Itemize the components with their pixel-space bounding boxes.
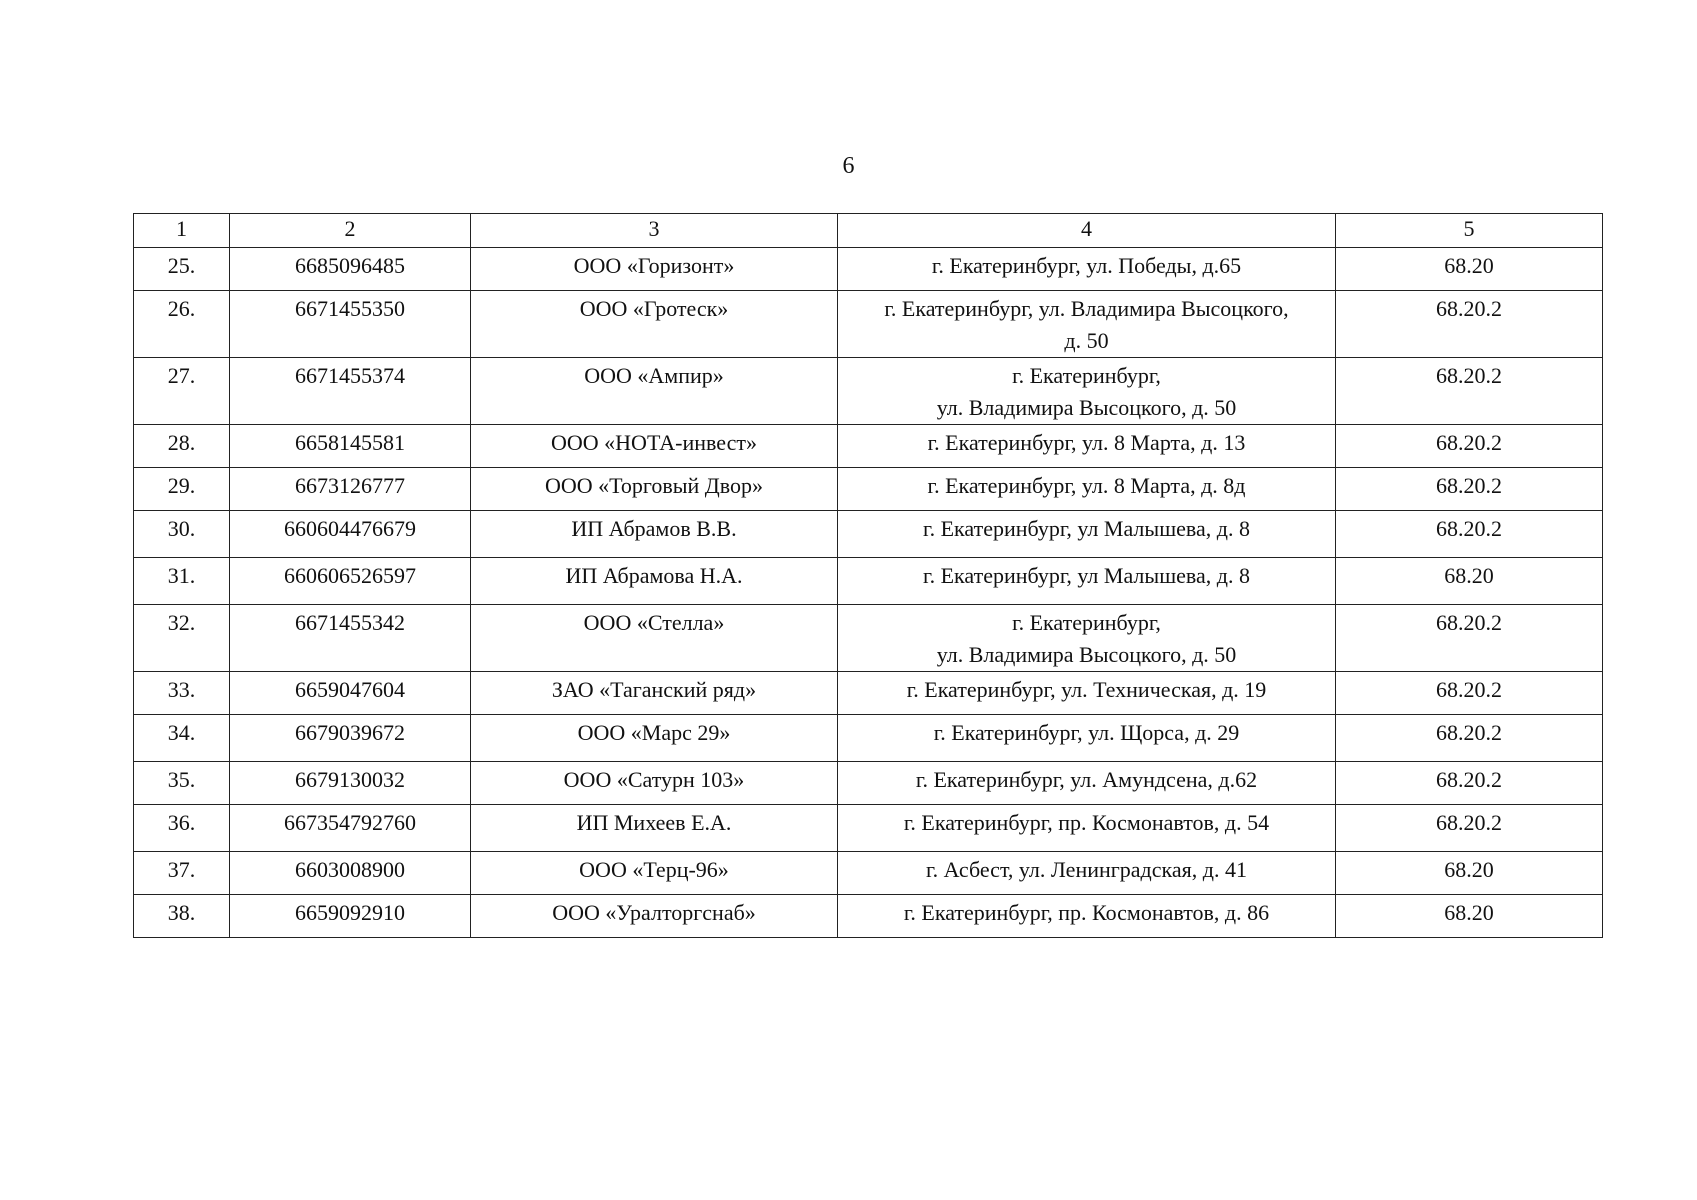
- inn-cell: 6671455374: [230, 358, 471, 425]
- organization-name-cell: ООО «НОТА-инвест»: [471, 425, 838, 468]
- inn-cell: 660604476679: [230, 511, 471, 558]
- address-line: г. Екатеринбург, ул Малышева, д. 8: [923, 563, 1250, 588]
- table-row: [134, 291, 1603, 358]
- row-number-cell: 37.: [134, 852, 230, 895]
- header-cell-3: 3: [471, 214, 838, 248]
- address-cell: [838, 468, 1336, 511]
- table-row: [134, 558, 1603, 605]
- address-cell: [838, 358, 1336, 425]
- activity-code-cell: 68.20: [1336, 558, 1603, 605]
- row-number-cell: 33.: [134, 672, 230, 715]
- row-number-cell: 36.: [134, 805, 230, 852]
- header-cell-1: 1: [134, 214, 230, 248]
- row-number-cell: 35.: [134, 762, 230, 805]
- page-number: 6: [842, 153, 855, 179]
- activity-code-cell: 68.20.2: [1336, 358, 1603, 425]
- address-line: г. Екатеринбург,: [1012, 610, 1161, 635]
- address-line: г. Асбест, ул. Ленинградская, д. 41: [926, 857, 1247, 882]
- activity-code-cell: 68.20.2: [1336, 511, 1603, 558]
- address-line: г. Екатеринбург, ул. 8 Марта, д. 8д: [927, 473, 1246, 498]
- address-line: г. Екатеринбург,: [1012, 363, 1161, 388]
- organization-name-cell: ООО «Сатурн 103»: [471, 762, 838, 805]
- activity-code-cell: 68.20.2: [1336, 291, 1603, 358]
- address-cell: [838, 425, 1336, 468]
- table-row: [134, 715, 1603, 762]
- address-cell: [838, 248, 1336, 291]
- address-cell: [838, 715, 1336, 762]
- activity-code-cell: 68.20.2: [1336, 605, 1603, 672]
- activity-code-cell: 68.20: [1336, 852, 1603, 895]
- inn-cell: 6679130032: [230, 762, 471, 805]
- row-number-cell: 26.: [134, 291, 230, 358]
- activity-code-cell: 68.20.2: [1336, 715, 1603, 762]
- inn-cell: 6671455350: [230, 291, 471, 358]
- table-row: [134, 672, 1603, 715]
- row-number-cell: 27.: [134, 358, 230, 425]
- address-line: д. 50: [1064, 328, 1109, 353]
- table-row: [134, 358, 1603, 425]
- address-line: г. Екатеринбург, ул. Владимира Высоцкого,: [884, 296, 1289, 321]
- address-cell: [838, 605, 1336, 672]
- activity-code-cell: 68.20: [1336, 248, 1603, 291]
- row-number-cell: 31.: [134, 558, 230, 605]
- table-row: [134, 248, 1603, 291]
- inn-cell: 6671455342: [230, 605, 471, 672]
- inn-cell: 6659092910: [230, 895, 471, 938]
- address-cell: [838, 511, 1336, 558]
- address-line: г. Екатеринбург, ул. 8 Марта, д. 13: [927, 430, 1246, 455]
- address-line: г. Екатеринбург, ул. Щорса, д. 29: [933, 720, 1240, 745]
- activity-code-cell: 68.20.2: [1336, 762, 1603, 805]
- table-row: [134, 762, 1603, 805]
- table-row: [134, 468, 1603, 511]
- inn-cell: 6603008900: [230, 852, 471, 895]
- table-row: [134, 425, 1603, 468]
- organization-name-cell: ООО «Торговый Двор»: [471, 468, 838, 511]
- row-number-cell: 38.: [134, 895, 230, 938]
- header-cell-2: 2: [230, 214, 471, 248]
- organization-name-cell: ООО «Стелла»: [471, 605, 838, 672]
- activity-code-cell: 68.20: [1336, 895, 1603, 938]
- address-cell: [838, 558, 1336, 605]
- row-number-cell: 34.: [134, 715, 230, 762]
- activity-code-cell: 68.20.2: [1336, 805, 1603, 852]
- organization-name-cell: ООО «Гротеск»: [471, 291, 838, 358]
- table-header: [134, 214, 1603, 248]
- address-line: ул. Владимира Высоцкого, д. 50: [936, 642, 1237, 667]
- organization-name-cell: ИП Абрамова Н.А.: [471, 558, 838, 605]
- organization-name-cell: ООО «Ампир»: [471, 358, 838, 425]
- organization-name-cell: ООО «Марс 29»: [471, 715, 838, 762]
- activity-code-cell: 68.20.2: [1336, 468, 1603, 511]
- address-line: г. Екатеринбург, ул. Амундсена, д.62: [915, 767, 1258, 792]
- inn-cell: 6685096485: [230, 248, 471, 291]
- organization-name-cell: ООО «Терц-96»: [471, 852, 838, 895]
- inn-cell: 6659047604: [230, 672, 471, 715]
- address-line: ул. Владимира Высоцкого, д. 50: [936, 395, 1237, 420]
- row-number-cell: 30.: [134, 511, 230, 558]
- inn-cell: 6658145581: [230, 425, 471, 468]
- organization-name-cell: ИП Михеев Е.А.: [471, 805, 838, 852]
- organization-name-cell: ООО «Горизонт»: [471, 248, 838, 291]
- header-cell-4: 4: [838, 214, 1336, 248]
- table-row: [134, 511, 1603, 558]
- registry-table: [133, 213, 1603, 938]
- row-number-cell: 32.: [134, 605, 230, 672]
- address-line: г. Екатеринбург, ул Малышева, д. 8: [923, 516, 1250, 541]
- address-cell: [838, 895, 1336, 938]
- address-cell: [838, 852, 1336, 895]
- row-number-cell: 29.: [134, 468, 230, 511]
- table-row: [134, 805, 1603, 852]
- table-row: [134, 605, 1603, 672]
- row-number-cell: 25.: [134, 248, 230, 291]
- table-row: [134, 895, 1603, 938]
- address-line: г. Екатеринбург, ул. Победы, д.65: [931, 253, 1242, 278]
- address-line: г. Екатеринбург, пр. Космонавтов, д. 86: [903, 900, 1270, 925]
- header-cell-5: 5: [1336, 214, 1603, 248]
- address-cell: [838, 762, 1336, 805]
- organization-name-cell: ЗАО «Таганский ряд»: [471, 672, 838, 715]
- address-cell: [838, 291, 1336, 358]
- inn-cell: 667354792760: [230, 805, 471, 852]
- inn-cell: 660606526597: [230, 558, 471, 605]
- activity-code-cell: 68.20.2: [1336, 425, 1603, 468]
- table-body: [134, 248, 1603, 938]
- address-line: г. Екатеринбург, пр. Космонавтов, д. 54: [903, 810, 1270, 835]
- address-cell: [838, 672, 1336, 715]
- organization-name-cell: ИП Абрамов В.В.: [471, 511, 838, 558]
- row-number-cell: 28.: [134, 425, 230, 468]
- activity-code-cell: 68.20.2: [1336, 672, 1603, 715]
- table-row: [134, 852, 1603, 895]
- inn-cell: 6679039672: [230, 715, 471, 762]
- address-cell: [838, 805, 1336, 852]
- address-line: г. Екатеринбург, ул. Техническая, д. 19: [906, 677, 1267, 702]
- inn-cell: 6673126777: [230, 468, 471, 511]
- organization-name-cell: ООО «Уралторгснаб»: [471, 895, 838, 938]
- header-row: [134, 214, 1603, 248]
